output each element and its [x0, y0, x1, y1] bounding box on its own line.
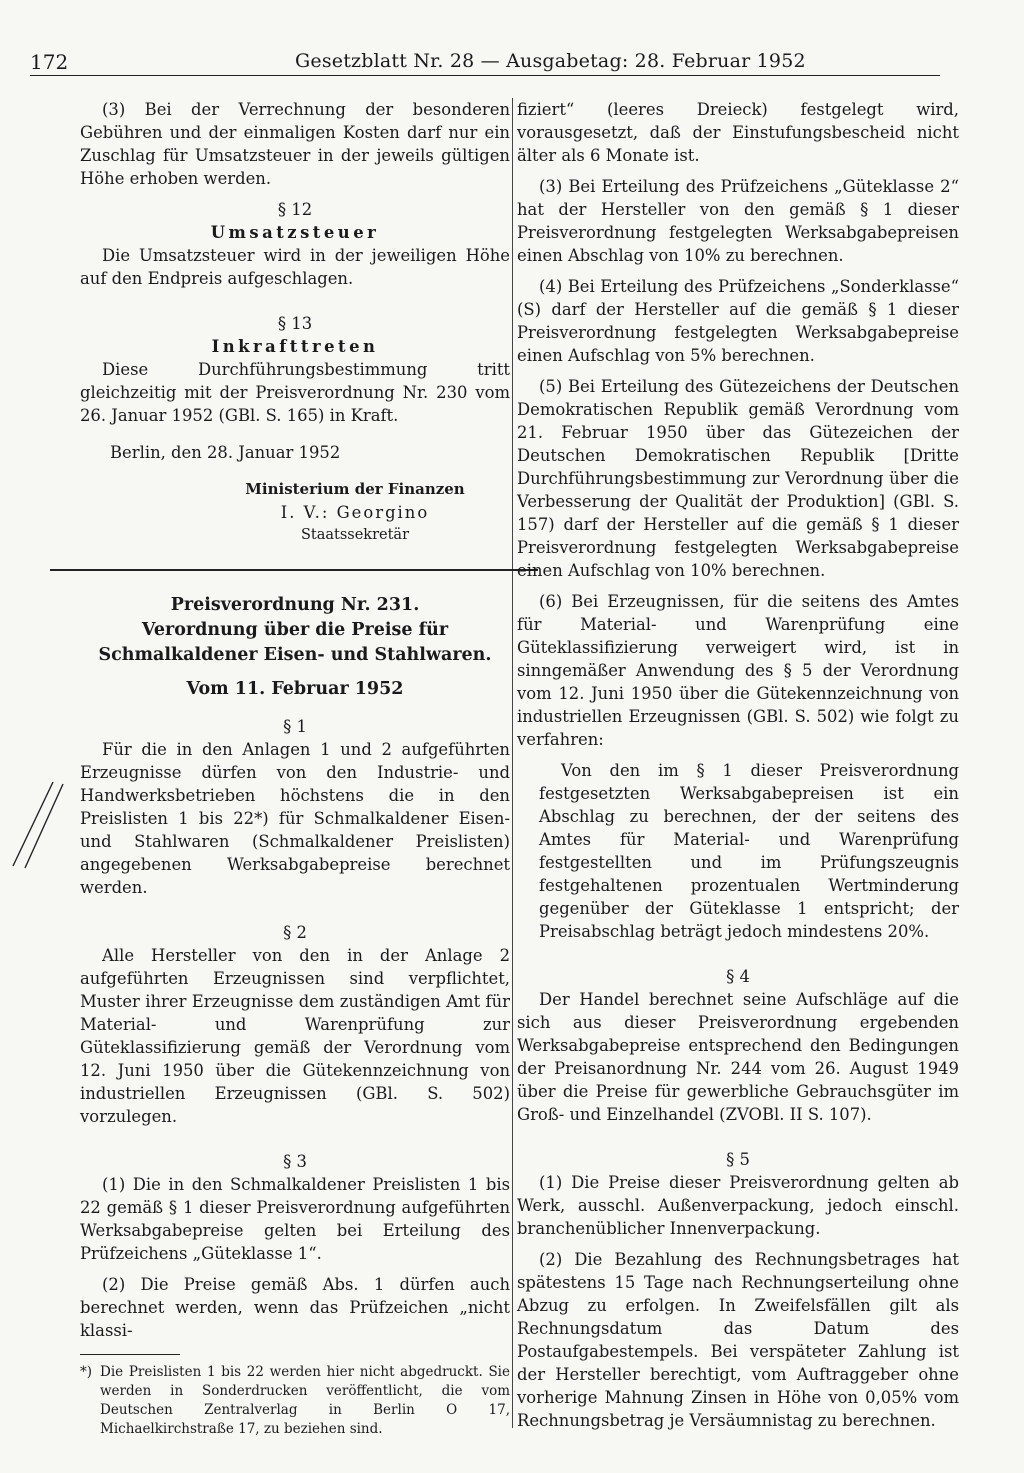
section-3-paragraph-4: (4) Bei Erteilung des Prüfzeichens „Sonderklasse“ (S) darf der Hersteller auf die gemäß § 1 dieser Preisverordnung festgelegten Werksabgabepreise einen Aufschlag von 5% berechnen.: [517, 277, 959, 365]
footnote: [80, 1363, 510, 1439]
footnote-rule: [80, 1354, 180, 1355]
signer-role: Staatssekretär: [300, 527, 410, 543]
section-12-number: § 12: [277, 200, 313, 219]
ministry-name: Ministerium der Finanzen: [245, 480, 465, 498]
section-13-number: § 13: [277, 314, 313, 333]
section-separator-rule: [50, 569, 538, 571]
footnote-text: Die Preislisten 1 bis 22 werden hier nicht abgedruckt. Sie werden in Sonderdrucken veröffentlicht, die vom Deutschen Zentralverlag in Berlin O 17, Michaelkirchstraße 17, zu beziehen sind.: [100, 1364, 510, 1437]
section-12-text: Die Umsatzsteuer wird in der jeweiligen Höhe auf den Endpreis aufgeschlagen.: [80, 246, 510, 288]
place-date: Berlin, den 28. Januar 1952: [110, 443, 341, 462]
section-3-paragraph-2-continued: fiziert“ (leeres Dreieck) festgelegt wird, vorausgesetzt, daß der Einstufungsbescheid nicht älter als 6 Monate ist.: [517, 100, 959, 165]
column-divider: [512, 98, 513, 1428]
section-3-paragraph-6: (6) Bei Erzeugnissen, für die seitens des Amtes für Material- und Warenprüfung eine Güteklassifizierung verweigert wird, ist in sinngemäßer Anwendung des § 5 der Verordnung vom 12. Juni 1950 über die Gütekennzeichnung von industriellen Erzeugnissen (GBl. S. 502) wie folgt zu verfahren:: [517, 592, 959, 749]
section-5-paragraph-1: (1) Die Preise dieser Preisverordnung gelten ab Werk, ausschl. Außenverpackung, jedoch einschl. branchenüblicher Innenverpackung.: [517, 1173, 959, 1238]
ordinance-title: Verordnung über die Preise für Schmalkaldener Eisen- und Stahlwaren.: [98, 620, 492, 665]
page-header: [30, 44, 940, 76]
signer: I. V.: Georgino: [280, 503, 430, 522]
section-3-paragraph-3: (3) Bei Erteilung des Prüfzeichens „Güteklasse 2“ hat der Hersteller von den gemäß § 1 dieser Preisverordnung festgelegten Werksabgabepreisen einen Abschlag von 10% zu berechnen.: [517, 177, 959, 265]
section-2-text: Alle Hersteller von den in der Anlage 2 aufgeführten Erzeugnissen sind verpflichtet, Muster ihrer Erzeugnisse dem zuständigen Amt für Material- und Warenprüfung zur Güteklassifizierung gemäß der Verordnung vom 12. Juni 1950 über die Gütekennzeichnung von industriellen Erzeugnissen (GBl. S. 502) vorzulegen.: [80, 946, 510, 1126]
page-number: 172: [30, 50, 69, 74]
section-3-quoted-rule: Von den im § 1 dieser Preisverordnung festgesetzten Werksabgabepreisen ist ein Abschlag zu berechnen, der der seitens des Amtes für Material- und Warenprüfung festgestellten und im Prüfungszeugnis festgehaltenen prozentualen Wertminderung gegenüber der Güteklasse 1 entspricht; der Preisabschlag beträgt jedoch mindestens 20%.: [539, 761, 959, 941]
section-13-title: Inkrafttreten: [211, 337, 379, 356]
section-4-number: § 4: [726, 967, 750, 986]
section-1-text: Für die in den Anlagen 1 und 2 aufgeführten Erzeugnisse dürfen von den Industrie- und Handwerksbetrieben höchstens die in den Preislisten 1 bis 22*) für Schmalkaldener Eisen- und Stahlwaren (Schmalkaldener Preislisten) angegebenen Werksabgabepreise berechnet werden.: [80, 740, 510, 897]
section-5-number: § 5: [726, 1150, 750, 1169]
ordinance-number: Preisverordnung Nr. 231.: [170, 595, 420, 615]
right-column: [517, 98, 959, 1432]
section-13-text: Diese Durchführungsbestimmung tritt gleichzeitig mit der Preisverordnung Nr. 230 vom 26. Januar 1952 (GBl. S. 165) in Kraft.: [80, 360, 510, 425]
section-4-text: Der Handel berechnet seine Aufschläge auf die sich aus dieser Preisverordnung ergebenden Werksabgabepreise entsprechend den Bedingungen der Preisanordnung Nr. 244 vom 26. August 1949 über die Preise für gewerbliche Gebrauchsgüter im Groß- und Einzelhandel (ZVOBl. II S. 107).: [517, 990, 959, 1124]
footnote-mark: *): [80, 1364, 93, 1380]
paragraph-11-3: (3) Bei der Verrechnung der besonderen Gebühren und der einmaligen Kosten darf nur ein Zuschlag für Umsatzsteuer in der jeweils gültigen Höhe erhoben werden.: [80, 100, 510, 188]
section-12-title: Umsatzsteuer: [210, 223, 380, 242]
section-2-number: § 2: [283, 923, 307, 942]
section-1-number: § 1: [283, 717, 307, 736]
section-3-paragraph-5: (5) Bei Erteilung des Gütezeichens der Deutschen Demokratischen Republik gemäß Verordnung vom 21. Februar 1950 über das Gütezeichen der Deutschen Demokratischen Republik [Dritte Durchführungsbestimmung zur Verordnung über die Verbesserung der Qualität der Produktion] (GBl. S. 157) darf der Hersteller auf die gemäß § 1 dieser Preisverordnung festgelegten Werksabgabepreise einen Aufschlag von 10% berechnen.: [517, 377, 959, 580]
section-3-paragraph-2: (2) Die Preise gemäß Abs. 1 dürfen auch berechnet werden, wenn das Prüfzeichen „nicht klassi-: [80, 1275, 510, 1340]
ordinance-date: Vom 11. Februar 1952: [186, 679, 404, 699]
margin-annotation-strokes: [5, 780, 65, 870]
section-5-paragraph-2: (2) Die Bezahlung des Rechnungsbetrages hat spätestens 15 Tage nach Rechnungserteilung ohne Abzug zu erfolgen. In Zweifelsfällen gilt als Rechnungsdatum das Datum des Postaufgabestempels. Bei verspäteter Zahlung ist der Hersteller berechtigt, vom Auftraggeber ohne vorherige Mahnung Zinsen in Höhe von 0,05% vom Rechnungsbetrag je Versäumnistag zu berechnen.: [517, 1250, 959, 1430]
left-column: [80, 98, 510, 1439]
header-rule: [30, 75, 940, 76]
section-3-paragraph-1: (1) Die in den Schmalkaldener Preislisten 1 bis 22 gemäß § 1 dieser Preisverordnung aufgeführten Werksabgabepreise gelten bei Erteilung des Prüfzeichens „Güteklasse 1“.: [80, 1175, 510, 1263]
running-head: Gesetzblatt Nr. 28 — Ausgabetag: 28. Februar 1952: [295, 50, 806, 72]
section-3-number: § 3: [283, 1152, 307, 1171]
